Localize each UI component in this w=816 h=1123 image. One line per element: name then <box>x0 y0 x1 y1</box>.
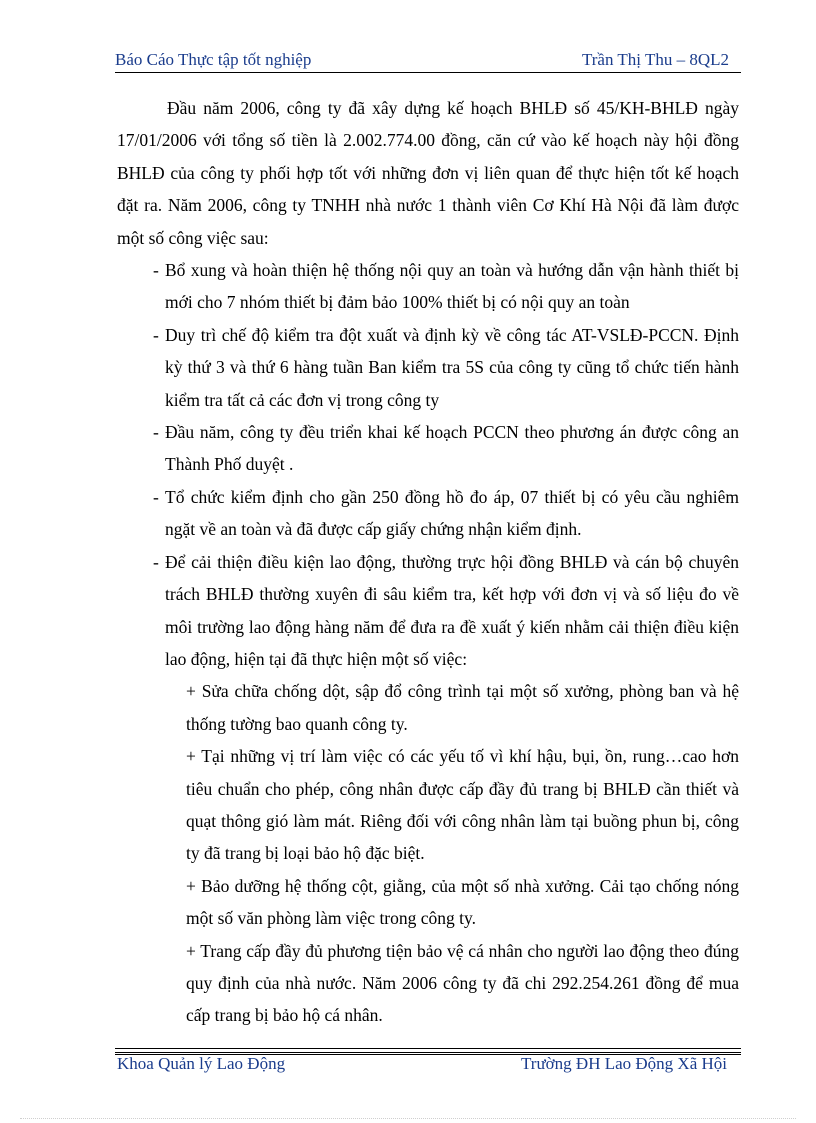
list-item <box>117 319 739 416</box>
list-item-text: Duy trì chế độ kiểm tra đột xuất và định kỳ về công tác AT-VSLĐ-PCCN. Định kỳ thứ 3 và thứ 6 hàng tuần Ban kiểm tra 5S của công ty cũng tổ chức tiến hành kiểm tra tất cả các đơn vị trong công ty <box>165 324 739 410</box>
intro-paragraph: Đầu năm 2006, công ty đã xây dựng kế hoạch BHLĐ số 45/KH-BHLĐ ngày 17/01/2006 với tổng số tiền là 2.002.774.00 đồng, căn cứ vào kế hoạch này hội đồng BHLĐ của công ty phối hợp tốt với những đơn vị liên quan để thực hiện tốt kế hoạch đặt ra. Năm 2006, công ty TNHH nhà nước 1 thành viên Cơ Khí Hà Nội đã làm được một số công việc sau: <box>117 98 739 248</box>
bullet-dash-icon: - <box>153 551 159 572</box>
list-item-text: Bổ xung và hoàn thiện hệ thống nội quy an toàn và hướng dẫn vận hành thiết bị mới cho 7 nhóm thiết bị đảm bảo 100% thiết bị có nội quy an toàn <box>165 260 739 313</box>
header-divider <box>115 72 741 73</box>
bullet-dash-icon: - <box>153 260 159 281</box>
document-body <box>117 92 739 1032</box>
footer-faculty: Khoa Quản lý Lao Động <box>117 1054 286 1073</box>
bullet-dash-icon: - <box>153 486 159 507</box>
footer-divider <box>115 1048 741 1049</box>
list-item-text: Đầu năm, công ty đều triển khai kế hoạch PCCN theo phương án được công an Thành Phố duyệt . <box>165 422 739 475</box>
page-edge-divider <box>20 1118 796 1119</box>
list-item <box>117 416 739 481</box>
sub-item: + Sửa chữa chống dột, sập đổ công trình tại một số xưởng, phòng ban và hệ thống tường bao quanh công ty. <box>186 681 739 734</box>
list-item <box>117 481 739 546</box>
header-report-title: Báo Cáo Thực tập tốt nghiệp <box>115 50 312 69</box>
bullet-dash-icon: - <box>153 422 159 443</box>
header-author: Trần Thị Thu – 8QL2 <box>581 50 729 69</box>
page-header <box>115 50 741 72</box>
page-footer <box>117 1054 727 1078</box>
list-item-text: Để cải thiện điều kiện lao động, thường trực hội đồng BHLĐ và cán bộ chuyên trách BHLĐ thường xuyên đi sâu kiểm tra, kết hợp với đơn vị và số liệu đo về môi trường lao động hàng năm để đưa ra đề xuất ý kiến nhằm cải thiện điều kiện lao động, hiện tại đã thực hiện một số việc: <box>165 551 739 669</box>
sub-item: + Trang cấp đầy đủ phương tiện bảo vệ cá nhân cho người lao động theo đúng quy định của nhà nước. Năm 2006 công ty đã chi 292.254.261 đồng để mua cấp trang bị bảo hộ cá nhân. <box>186 940 739 1026</box>
sub-item: + Bảo dưỡng hệ thống cột, giằng, của một số nhà xưởng. Cải tạo chống nóng một số văn phòng làm việc trong công ty. <box>186 875 739 929</box>
bullet-dash-icon: - <box>153 324 159 345</box>
sub-item: + Tại những vị trí làm việc có các yếu tố vì khí hậu, bụi, ồn, rung…cao hơn tiêu chuẩn cho phép, công nhân được cấp đầy đủ trang bị BHLĐ cần thiết và quạt thông gió làm mát. Riêng đối với công nhân làm tại buồng phun bị, công ty đã trang bị loại bảo hộ đặc biệt. <box>186 746 739 864</box>
list-item <box>117 254 739 319</box>
list-item-text: Tổ chức kiểm định cho gần 250 đồng hồ đo áp, 07 thiết bị có yêu cầu nghiêm ngặt về an toàn và đã được cấp giấy chứng nhận kiểm định. <box>165 486 739 540</box>
footer-university: Trường ĐH Lao Động Xã Hội <box>521 1054 727 1073</box>
list-item <box>117 546 739 676</box>
